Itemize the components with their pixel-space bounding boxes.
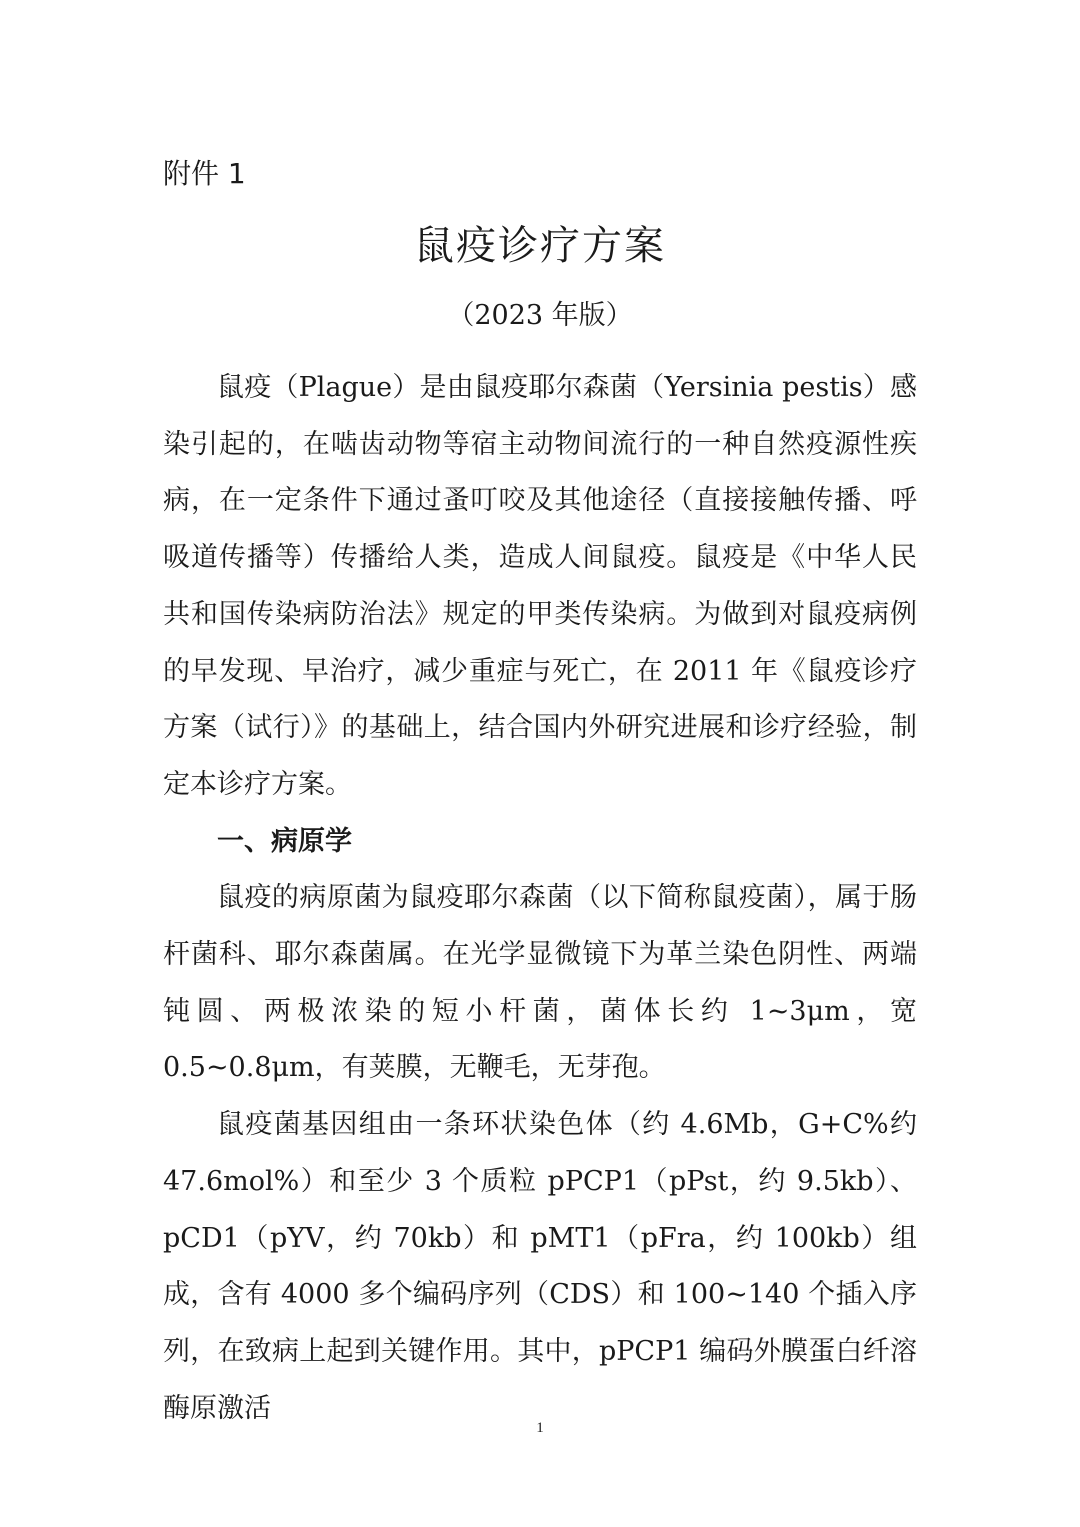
document-body — [163, 360, 917, 1437]
attachment-label: 附件 1 — [163, 157, 246, 190]
section-heading-pathogen: 一、病原学 — [217, 825, 352, 857]
pathogen-paragraph-2: 鼠疫菌基因组由一条环状染色体（约 4.6Mb，G+C%约 47.6mol%）和至少 3 个质粒 pPCP1（pPst，约 9.5kb）、pCD1（pYV，约 70kb）和 pMT1（pFra，约 100kb）组成，含有 4000 多个编码序列（CDS）和 100~140 个插入序列，在致病上起到关键作用。其中，pPCP1 编码外膜蛋白纤溶酶原激活 — [163, 1109, 917, 1424]
page-number: 1 — [536, 1420, 544, 1436]
intro-paragraph: 鼠疫（Plague）是由鼠疫耶尔森菌（Yersinia pestis）感染引起的，在啮齿动物等宿主动物间流行的一种自然疫源性疾病，在一定条件下通过蚤叮咬及其他途径（直接接触传播、呼吸道传播等）传播给人类，造成人间鼠疫。鼠疫是《中华人民共和国传染病防治法》规定的甲类传染病。为做到对鼠疫病例的早发现、早治疗，减少重症与死亡，在 2011 年《鼠疫诊疗方案（试行）》的基础上，结合国内外研究进展和诊疗经验，制定本诊疗方案。 — [163, 372, 917, 800]
pathogen-paragraph-1: 鼠疫的病原菌为鼠疫耶尔森菌（以下简称鼠疫菌），属于肠杆菌科、耶尔森菌属。在光学显微镜下为革兰染色阴性、两端钝圆、两极浓染的短小杆菌，菌体长约 1~3μm，宽 0.5~0.8μm，有荚膜，无鞭毛，无芽孢。 — [163, 882, 917, 1084]
document-title: 鼠疫诊疗方案 — [414, 223, 666, 269]
document-edition: （2023 年版） — [447, 300, 633, 331]
